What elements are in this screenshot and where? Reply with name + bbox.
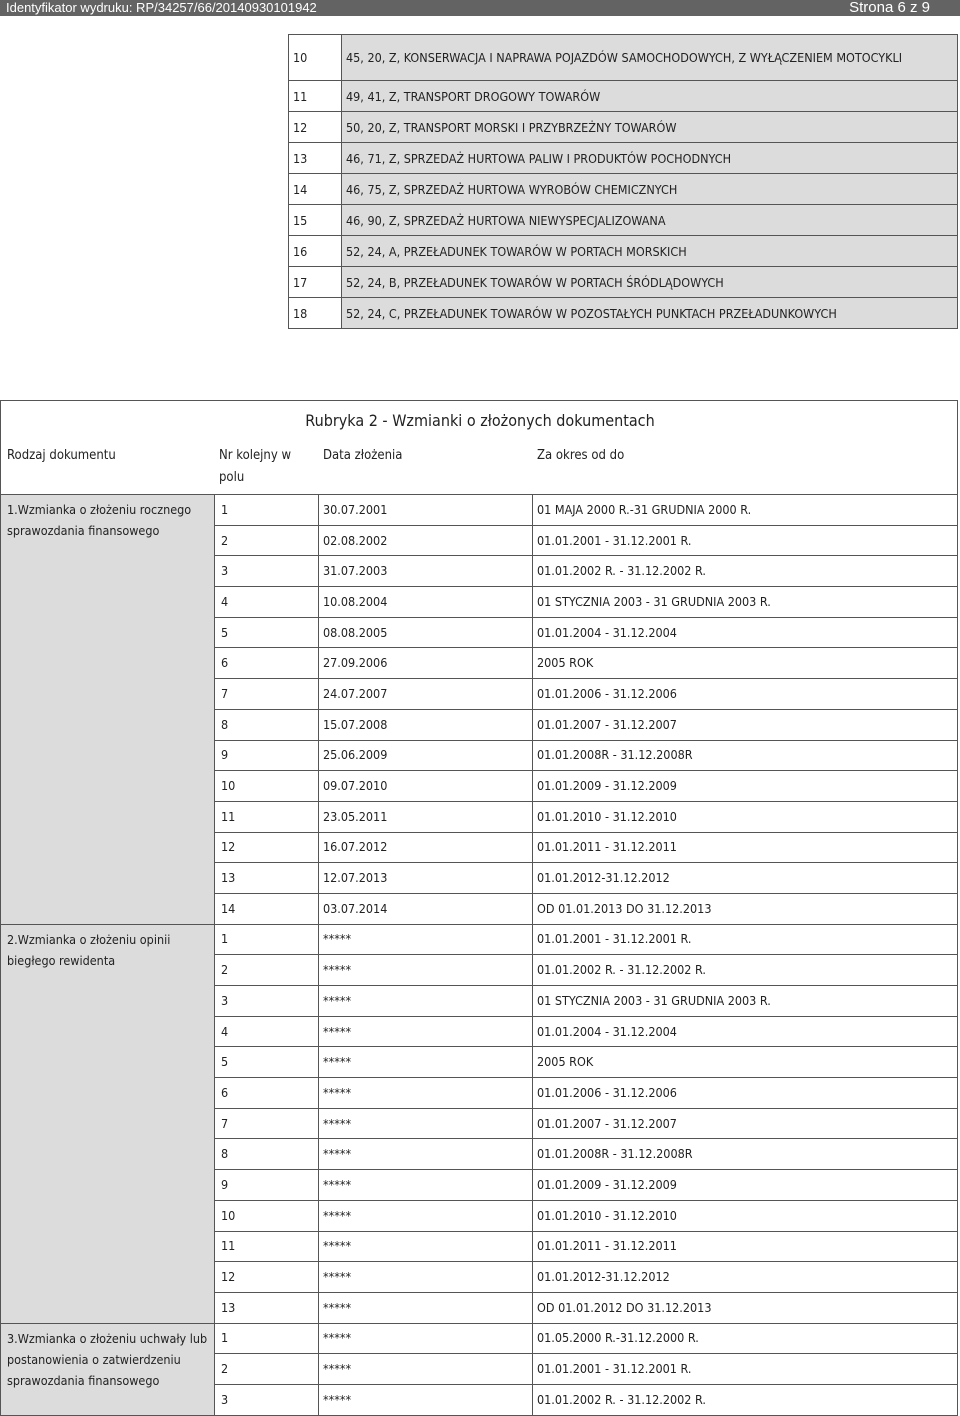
document-nr: 2 [215, 1354, 319, 1385]
document-date: ***** [319, 1262, 533, 1293]
document-nr: 11 [215, 801, 319, 832]
document-nr: 10 [215, 1200, 319, 1231]
document-nr: 11 [215, 1231, 319, 1262]
document-date: ***** [319, 1231, 533, 1262]
document-type: 1.Wzmianka o złożeniu rocznego sprawozdania finansowego [1, 495, 215, 925]
document-nr: 5 [215, 1047, 319, 1078]
pkd-row-number: 10 [289, 35, 342, 81]
pkd-row-number: 16 [289, 236, 342, 267]
document-period: 01.01.2009 - 31.12.2009 [533, 771, 958, 802]
document-period: 01 MAJA 2000 R.-31 GRUDNIA 2000 R. [533, 495, 958, 526]
document-type: 3.Wzmianka o złożeniu uchwały lub postanowienia o zatwierdzeniu sprawozdania finansowego [1, 1323, 215, 1415]
document-period: 01.01.2010 - 31.12.2010 [533, 801, 958, 832]
column-header-nr: Nr kolejny w polu [219, 448, 292, 485]
column-header-type: Rodzaj dokumentu [7, 448, 116, 463]
document-date: ***** [319, 1078, 533, 1109]
document-nr: 7 [215, 679, 319, 710]
document-date: 27.09.2006 [319, 648, 533, 679]
document-row [1, 1323, 958, 1354]
pkd-row-text: 46, 75, Z, SPRZEDAŻ HURTOWA WYROBÓW CHEMICZNYCH [342, 174, 958, 205]
document-nr: 8 [215, 709, 319, 740]
document-date: ***** [319, 1200, 533, 1231]
document-period: 01.01.2008R - 31.12.2008R [533, 740, 958, 771]
document-nr: 13 [215, 1292, 319, 1323]
pkd-row [289, 298, 958, 329]
document-period: 01.01.2002 R. - 31.12.2002 R. [533, 955, 958, 986]
document-date: 31.07.2003 [319, 556, 533, 587]
section-2-title: Rubryka 2 - Wzmianki o złożonych dokumentach [305, 411, 655, 430]
document-period: 01.01.2011 - 31.12.2011 [533, 1231, 958, 1262]
pkd-row [289, 143, 958, 174]
document-period: 01 STYCZNIA 2003 - 31 GRUDNIA 2003 R. [533, 986, 958, 1017]
document-period: 01.01.2001 - 31.12.2001 R. [533, 525, 958, 556]
document-period: 01.01.2007 - 31.12.2007 [533, 1108, 958, 1139]
document-period: 01.01.2001 - 31.12.2001 R. [533, 924, 958, 955]
document-date: 24.07.2007 [319, 679, 533, 710]
document-date: 10.08.2004 [319, 587, 533, 618]
document-row [1, 495, 958, 526]
document-date: ***** [319, 1108, 533, 1139]
document-date: 25.06.2009 [319, 740, 533, 771]
document-period: 2005 ROK [533, 648, 958, 679]
document-period: 01.01.2004 - 31.12.2004 [533, 1016, 958, 1047]
document-period: 01.01.2001 - 31.12.2001 R. [533, 1354, 958, 1385]
pkd-row [289, 267, 958, 298]
document-date: ***** [319, 1139, 533, 1170]
document-period: 01.01.2012-31.12.2012 [533, 1262, 958, 1293]
pkd-row [289, 236, 958, 267]
pkd-row-text: 50, 20, Z, TRANSPORT MORSKI I PRZYBRZEŻNY TOWARÓW [342, 112, 958, 143]
documents-table [0, 494, 958, 1416]
document-period: 01.01.2010 - 31.12.2010 [533, 1200, 958, 1231]
document-nr: 9 [215, 740, 319, 771]
column-header-period: Za okres od do [537, 448, 625, 463]
pkd-row-text: 52, 24, A, PRZEŁADUNEK TOWARÓW W PORTACH MORSKICH [342, 236, 958, 267]
document-date: 08.08.2005 [319, 617, 533, 648]
document-date: 09.07.2010 [319, 771, 533, 802]
document-date: 23.05.2011 [319, 801, 533, 832]
document-date: ***** [319, 1016, 533, 1047]
document-period: 01.01.2002 R. - 31.12.2002 R. [533, 1384, 958, 1415]
document-period: OD 01.01.2013 DO 31.12.2013 [533, 893, 958, 924]
document-nr: 6 [215, 1078, 319, 1109]
page-number: Strona 6 z 9 [849, 0, 930, 16]
pkd-row-text: 52, 24, B, PRZEŁADUNEK TOWARÓW W PORTACH ŚRÓDLĄDOWYCH [342, 267, 958, 298]
document-date: ***** [319, 1384, 533, 1415]
document-nr: 2 [215, 955, 319, 986]
document-period: 2005 ROK [533, 1047, 958, 1078]
document-date: ***** [319, 1047, 533, 1078]
document-date: 03.07.2014 [319, 893, 533, 924]
document-nr: 12 [215, 832, 319, 863]
pkd-row [289, 174, 958, 205]
pkd-table [288, 34, 958, 329]
document-nr: 12 [215, 1262, 319, 1293]
pkd-row-number: 15 [289, 205, 342, 236]
document-nr: 3 [215, 986, 319, 1017]
document-nr: 7 [215, 1108, 319, 1139]
pkd-row-number: 18 [289, 298, 342, 329]
document-period: 01.01.2011 - 31.12.2011 [533, 832, 958, 863]
pkd-row [289, 81, 958, 112]
document-nr: 4 [215, 1016, 319, 1047]
document-date: 30.07.2001 [319, 495, 533, 526]
document-period: 01.01.2004 - 31.12.2004 [533, 617, 958, 648]
pkd-row-text: 46, 71, Z, SPRZEDAŻ HURTOWA PALIW I PRODUKTÓW POCHODNYCH [342, 143, 958, 174]
document-date: 02.08.2002 [319, 525, 533, 556]
document-nr: 1 [215, 495, 319, 526]
document-nr: 3 [215, 556, 319, 587]
document-period: 01.01.2009 - 31.12.2009 [533, 1170, 958, 1201]
document-nr: 6 [215, 648, 319, 679]
document-period: 01.05.2000 R.-31.12.2000 R. [533, 1323, 958, 1354]
document-nr: 9 [215, 1170, 319, 1201]
pkd-row-number: 14 [289, 174, 342, 205]
pkd-row-text: 52, 24, C, PRZEŁADUNEK TOWARÓW W POZOSTAŁYCH PUNKTACH PRZEŁADUNKOWYCH [342, 298, 958, 329]
pkd-row-text: 45, 20, Z, KONSERWACJA I NAPRAWA POJAZDÓW SAMOCHODOWYCH, Z WYŁĄCZENIEM MOTOCYKLI [342, 35, 958, 81]
document-row [1, 924, 958, 955]
document-nr: 3 [215, 1384, 319, 1415]
document-date: 15.07.2008 [319, 709, 533, 740]
column-header-date: Data złożenia [323, 448, 403, 463]
document-period: 01.01.2006 - 31.12.2006 [533, 679, 958, 710]
document-type: 2.Wzmianka o złożeniu opinii biegłego rewidenta [1, 924, 215, 1323]
document-date: 12.07.2013 [319, 863, 533, 894]
document-period: OD 01.01.2012 DO 31.12.2013 [533, 1292, 958, 1323]
document-date: ***** [319, 1354, 533, 1385]
document-period: 01.01.2007 - 31.12.2007 [533, 709, 958, 740]
pkd-row-number: 11 [289, 81, 342, 112]
document-nr: 14 [215, 893, 319, 924]
pkd-row-number: 12 [289, 112, 342, 143]
document-period: 01.01.2002 R. - 31.12.2002 R. [533, 556, 958, 587]
pkd-row [289, 205, 958, 236]
document-nr: 2 [215, 525, 319, 556]
document-nr: 10 [215, 771, 319, 802]
document-period: 01 STYCZNIA 2003 - 31 GRUDNIA 2003 R. [533, 587, 958, 618]
print-identifier: Identyfikator wydruku: RP/34257/66/20140930101942 [6, 0, 317, 15]
document-date: ***** [319, 955, 533, 986]
document-date: ***** [319, 1323, 533, 1354]
pkd-row-number: 17 [289, 267, 342, 298]
document-period: 01.01.2006 - 31.12.2006 [533, 1078, 958, 1109]
document-nr: 1 [215, 924, 319, 955]
document-nr: 8 [215, 1139, 319, 1170]
document-period: 01.01.2012-31.12.2012 [533, 863, 958, 894]
pkd-row-number: 13 [289, 143, 342, 174]
print-header-bar [0, 0, 960, 16]
document-nr: 4 [215, 587, 319, 618]
pkd-row-text: 49, 41, Z, TRANSPORT DROGOWY TOWARÓW [342, 81, 958, 112]
document-period: 01.01.2008R - 31.12.2008R [533, 1139, 958, 1170]
pkd-row [289, 35, 958, 81]
pkd-row [289, 112, 958, 143]
document-date: 16.07.2012 [319, 832, 533, 863]
document-date: ***** [319, 986, 533, 1017]
document-date: ***** [319, 1292, 533, 1323]
document-nr: 1 [215, 1323, 319, 1354]
pkd-row-text: 46, 90, Z, SPRZEDAŻ HURTOWA NIEWYSPECJALIZOWANA [342, 205, 958, 236]
document-date: ***** [319, 1170, 533, 1201]
document-date: ***** [319, 924, 533, 955]
document-nr: 13 [215, 863, 319, 894]
document-nr: 5 [215, 617, 319, 648]
